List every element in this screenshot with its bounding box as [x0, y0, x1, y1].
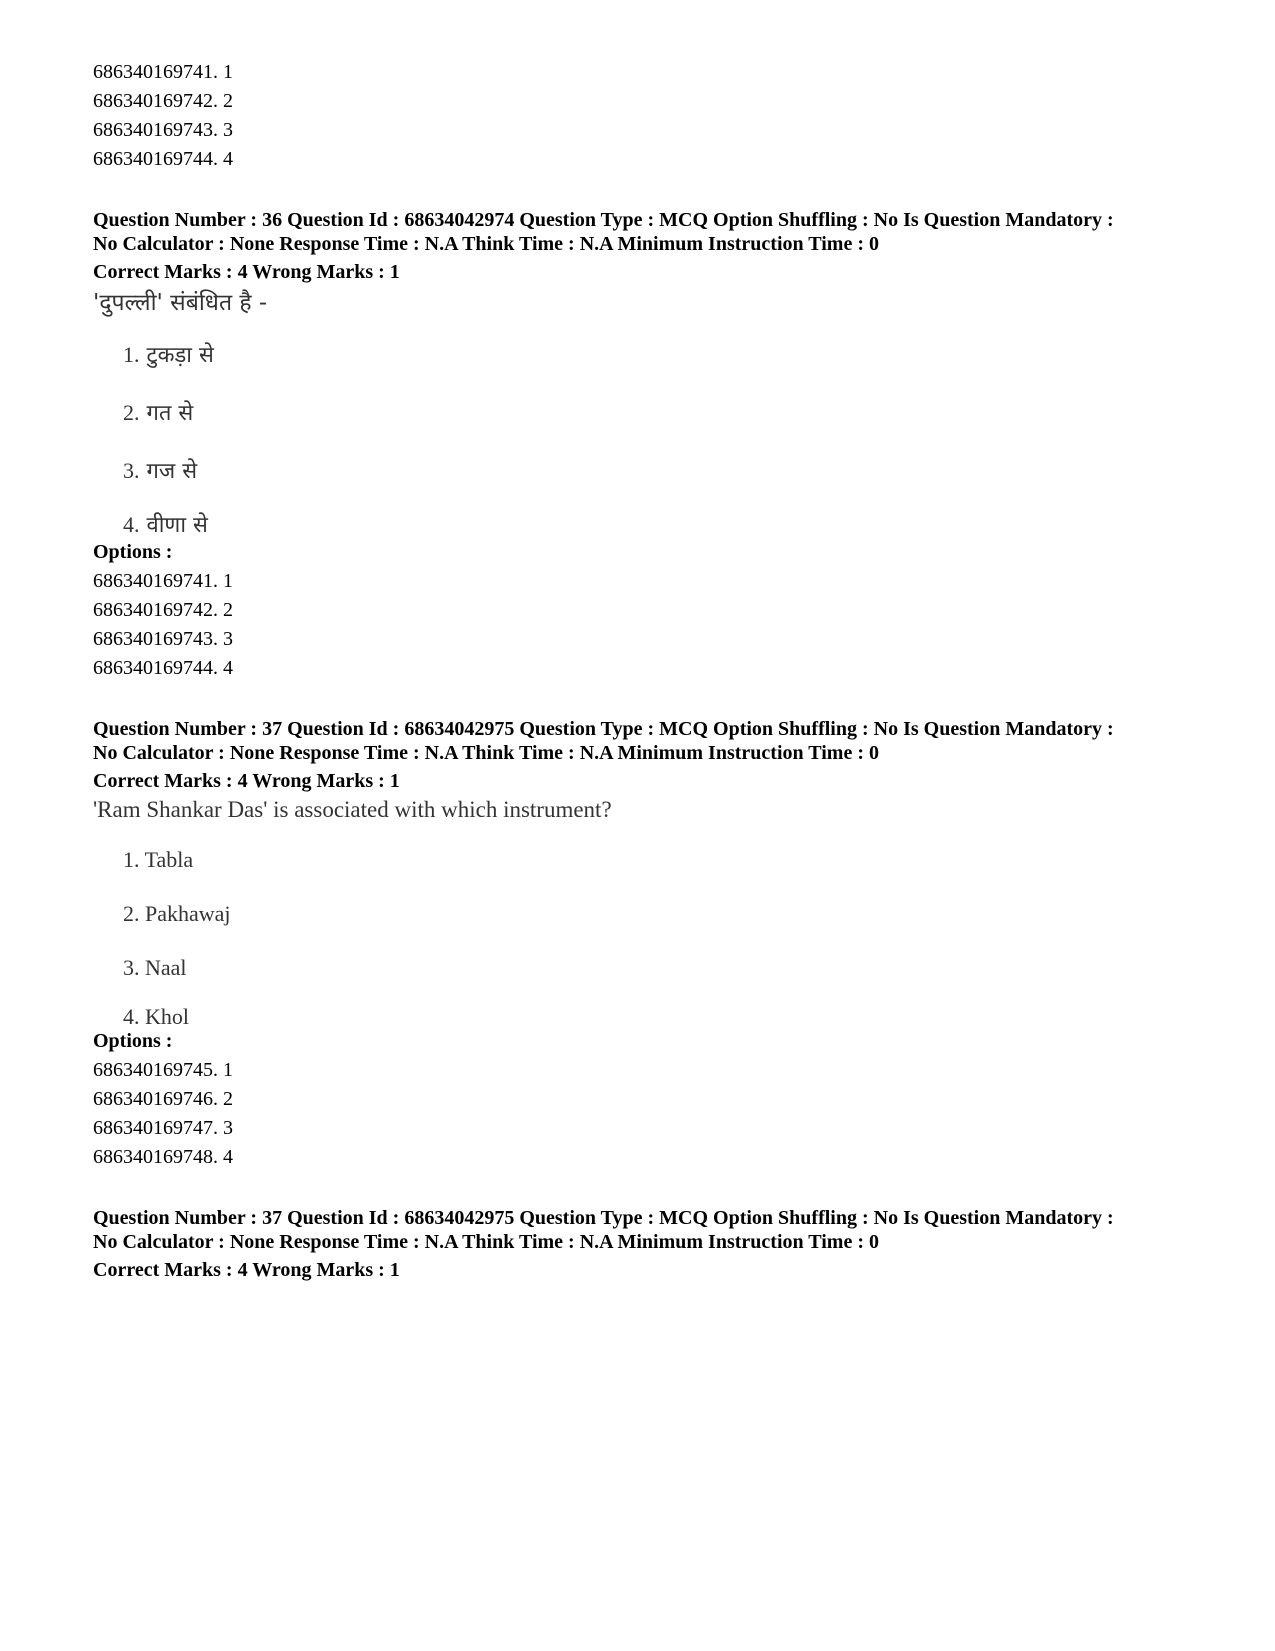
question-meta-line1: Question Number : 37 Question Id : 68634042975 Question Type : MCQ Option Shuffling : No Is Question Mandatory :: [93, 718, 1114, 740]
option-id-line: 686340169743. 3: [93, 628, 233, 650]
answer-choice: 3. Naal: [123, 955, 187, 980]
question-meta-line1: Question Number : 36 Question Id : 68634042974 Question Type : MCQ Option Shuffling : No Is Question Mandatory :: [93, 209, 1114, 231]
answer-choice: 4. Khol: [123, 1004, 189, 1029]
options-label: Options :: [93, 541, 173, 563]
answer-choices: [93, 833, 1223, 1027]
option-id-line: 686340169743. 3: [93, 119, 233, 141]
question-meta-line1: Question Number : 37 Question Id : 68634042975 Question Type : MCQ Option Shuffling : No Is Question Mandatory :: [93, 1207, 1114, 1229]
question-marks: Correct Marks : 4 Wrong Marks : 1: [93, 770, 400, 792]
option-id-line: 686340169742. 2: [93, 599, 233, 621]
question-block-37-repeat: [93, 1206, 1223, 1282]
answer-choice: 2. Pakhawaj: [123, 901, 231, 926]
top-options-list: [93, 58, 1223, 174]
option-id-line: 686340169741. 1: [93, 61, 233, 83]
option-id-line: 686340169747. 3: [93, 1117, 233, 1139]
question-block-37: [93, 717, 1223, 1172]
answer-choice: 4. वीणा से: [123, 512, 208, 538]
question-text: 'दुपल्ली' संबंधित है -: [93, 290, 268, 316]
option-id-line: 686340169748. 4: [93, 1146, 233, 1168]
options-label: Options :: [93, 1030, 173, 1052]
option-id-line: 686340169741. 1: [93, 570, 233, 592]
spacer: [93, 174, 1223, 208]
question-meta-line2: No Calculator : None Response Time : N.A Think Time : N.A Minimum Instruction Time : 0: [93, 233, 879, 255]
spacer: [93, 683, 1223, 717]
answer-choice: 1. टुकड़ा से: [123, 342, 214, 368]
answer-choice: 1. Tabla: [123, 847, 194, 872]
question-marks: Correct Marks : 4 Wrong Marks : 1: [93, 261, 400, 283]
answer-choices: [93, 326, 1223, 538]
document-page: [93, 58, 1223, 1282]
option-id-line: 686340169744. 4: [93, 657, 233, 679]
option-id-line: 686340169746. 2: [93, 1088, 233, 1110]
question-meta-line2: No Calculator : None Response Time : N.A Think Time : N.A Minimum Instruction Time : 0: [93, 742, 879, 764]
options-list: [93, 567, 1223, 683]
question-text: 'Ram Shankar Das' is associated with which instrument?: [93, 797, 612, 822]
question-block-36: [93, 208, 1223, 683]
question-meta-line2: No Calculator : None Response Time : N.A Think Time : N.A Minimum Instruction Time : 0: [93, 1231, 879, 1253]
option-id-line: 686340169745. 1: [93, 1059, 233, 1081]
answer-choice: 3. गज से: [123, 458, 198, 484]
answer-choice: 2. गत से: [123, 400, 194, 426]
option-id-line: 686340169744. 4: [93, 148, 233, 170]
options-list: [93, 1056, 1223, 1172]
question-marks: Correct Marks : 4 Wrong Marks : 1: [93, 1259, 400, 1281]
option-id-line: 686340169742. 2: [93, 90, 233, 112]
spacer: [93, 1172, 1223, 1206]
